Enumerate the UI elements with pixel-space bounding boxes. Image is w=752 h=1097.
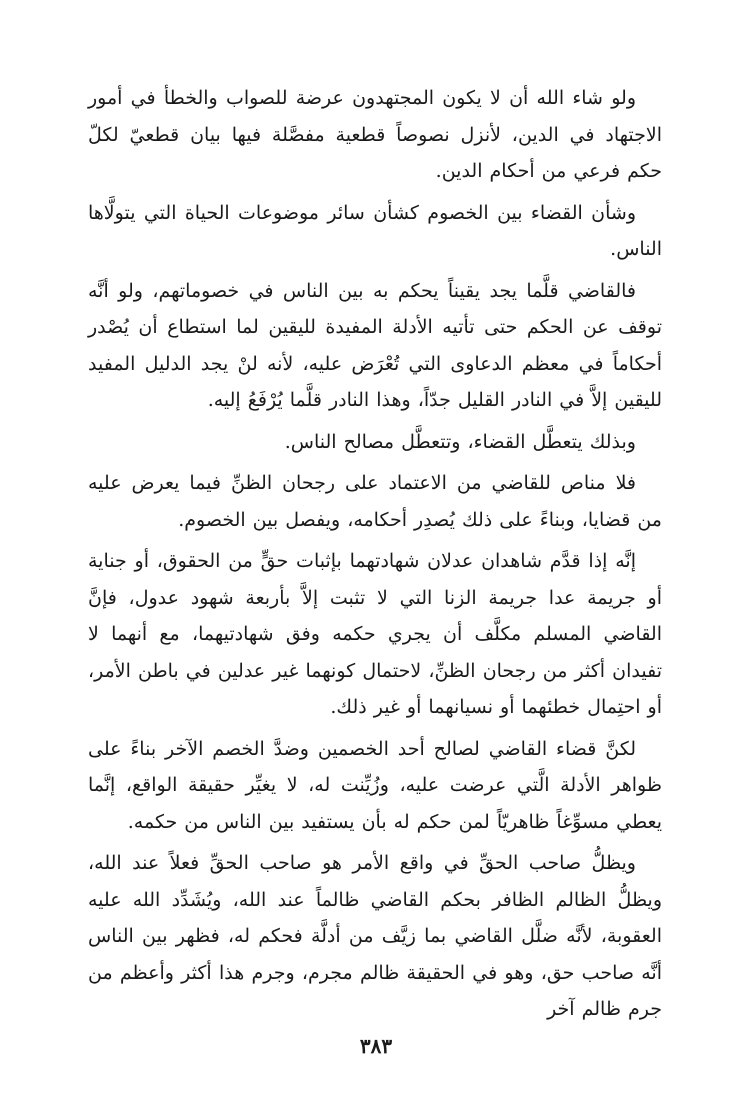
book-page	[0, 80, 752, 1097]
paragraph-2: وشأن القضاء بين الخصوم كشأن سائر موضوعات الحياة التي يتولَّاها الناس.	[88, 201, 662, 260]
paragraph-8: ويظلُّ صاحب الحقِّ في واقع الأمر هو صاحب الحقِّ فعلاً عند الله، ويظلُّ الظالم الظافر بحكم القاضي ظالماً عند الله، ويُشَدِّد الله عليه العقوبة، لأنَّه ضلَّل القاضي بما زيَّف من أدلَّة فحكم له، فظهر بين الناس أنَّه صاحب حق، وهو في الحقيقة ظالم مجرم، وجرم هذا أكثر وأعظم من جرم ظالم آخر	[88, 852, 662, 1020]
paragraph-5: فلا مناص للقاضي من الاعتماد على رجحان الظنِّ فيما يعرض عليه من قضايا، وبناءً على ذلك يُصدِر أحكامه، ويفصل بين الخصوم.	[88, 472, 662, 531]
paragraph-4: وبذلك يتعطَّل القضاء، وتتعطَّل مصالح الناس.	[284, 430, 636, 453]
page-number: ٣٨٣	[359, 1034, 393, 1058]
paragraph-3: فالقاضي قلَّما يجد يقيناً يحكم به بين الناس في خصوماتهم، ولو أنَّه توقف عن الحكم حتى تأتيه الأدلة المفيدة لليقين لما استطاع أن يُصْدر أحكاماً في معظم الدعاوى التي تُعْرَض عليه، لأنه لنْ يجد الدليل المفيد لليقين إلاَّ في النادر القليل جدّاً، وهذا النادر قلَّما يُرْفَعُ إليه.	[88, 279, 662, 411]
paragraph-1: ولو شاء الله أن لا يكون المجتهدون عرضة للصواب والخطأ في أمور الاجتهاد في الدين، لأنزل نصوصاً قطعية مفصَّلة فيها بيان قطعيّ لكلّ حكم فرعي من أحكام الدين.	[88, 87, 662, 182]
paragraph-7: لكنَّ قضاء القاضي لصالح أحد الخصمين وضدَّ الخصم الآخر بناءً على ظواهر الأدلة الَّتي عرضت عليه، وزُيِّنت له، لا يغيِّر حقيقة الواقع، إنَّما يعطي مسوِّغاً ظاهريّاً لمن حكم له بأن يستفيد بين الناس من حكمه.	[88, 737, 662, 833]
paragraph-6: إنَّه إذا قدَّم شاهدان عدلان شهادتهما بإثبات حقٍّ من الحقوق، أو جناية أو جريمة عدا جريمة الزنا التي لا تثبت إلاَّ بأربعة شهود عدول، فإنَّ القاضي المسلم مكلَّف أن يجري حكمه وفق شهادتيهما، مع أنهما لا تفيدان أكثر من رجحان الظنِّ، لاحتمال كونهما غير عدلين في باطن الأمر، أو احتِمال خطئهما أو نسيانهما أو غير ذلك.	[88, 550, 662, 718]
